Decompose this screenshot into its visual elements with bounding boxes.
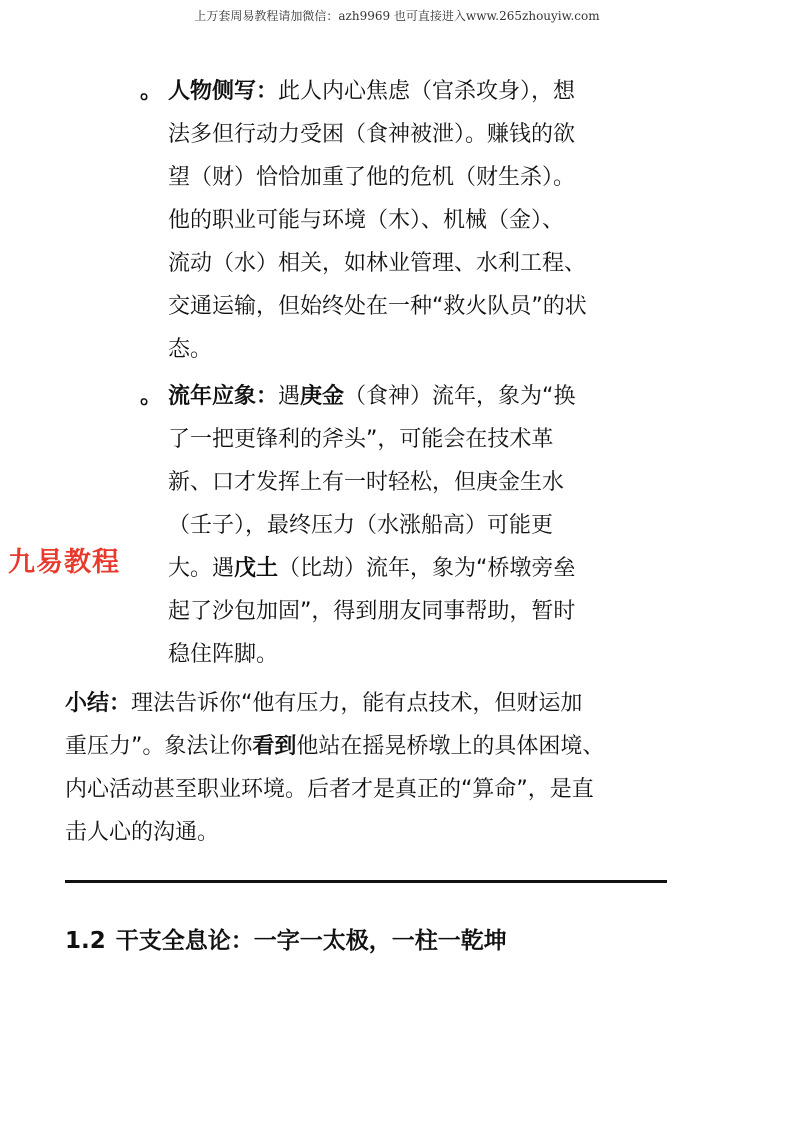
bullet-annual [140,375,680,676]
section-number: 1.2 [65,928,106,954]
text-emphasis: 看到 [252,734,297,759]
watermark-logo: 九易教程 [8,547,120,578]
text-run: 遇 [278,384,301,409]
text-run: 理法告诉你“他有压力，能有点技术，但财运加 [131,691,583,716]
section-title: 干支全息论：一字一太极，一柱一乾坤 [115,928,507,954]
text-run: （食神）流年，象为“换 [344,384,576,409]
bullet-marker: 。 [140,79,163,104]
section-heading [65,922,507,955]
text-line: 望（财）恰恰加重了他的危机（财生杀）。 [168,165,576,190]
text-line [65,725,705,768]
text-run: 大。遇 [168,556,235,581]
text-emphasis: 戊土 [234,556,279,581]
text-line: 他的职业可能与环境（木）、机械（金）、 [168,208,565,233]
text-line: 内心活动甚至职业环境。后者才是真正的“算命”，是直 [65,777,594,802]
page-header: 上万套周易教程请加微信：azh9969 也可直接进入www.265zhouyiw.com [194,9,600,23]
text-line [140,547,680,590]
text-line: 了一把更锋利的斧头”，可能会在技术革 [168,427,554,452]
text-line: 稳住阵脚。 [168,642,279,667]
text-line: （壬子），最终压力（水涨船高）可能更 [168,513,554,538]
text-line: 起了沙包加固”，得到朋友同事帮助，暂时 [168,599,576,624]
bullet-marker: 。 [140,384,163,409]
text-run: 此人内心焦虑（官杀攻身），想 [278,79,576,104]
text-line: 击人心的沟通。 [65,820,220,845]
text-line: 交通运输，但始终处在一种“救火队员”的状 [168,294,587,319]
text-line: 流动（水）相关，如林业管理、水利工程、 [168,251,587,276]
text-line [65,682,705,725]
bullet-portrait [140,70,680,371]
summary-paragraph [65,682,705,854]
text-line: 法多但行动力受困（食神被泄）。赚钱的欲 [168,122,576,147]
text-line: 态。 [168,337,213,362]
text-emphasis: 庚金 [300,384,345,409]
text-line: 新、口才发挥上有一时轻松，但庚金生水 [168,470,565,495]
summary-label: 小结： [65,691,132,716]
text-run: 他站在摇晃桥墩上的具体困境、 [296,734,605,759]
bullet-label: 流年应象： [168,384,279,409]
horizontal-divider [65,880,667,883]
text-line [140,70,680,113]
text-run: 重压力”。象法让你 [65,734,253,759]
text-run: （比劫）流年，象为“桥墩旁垒 [278,556,576,581]
text-line [140,375,680,418]
bullet-label: 人物侧写： [168,79,279,104]
